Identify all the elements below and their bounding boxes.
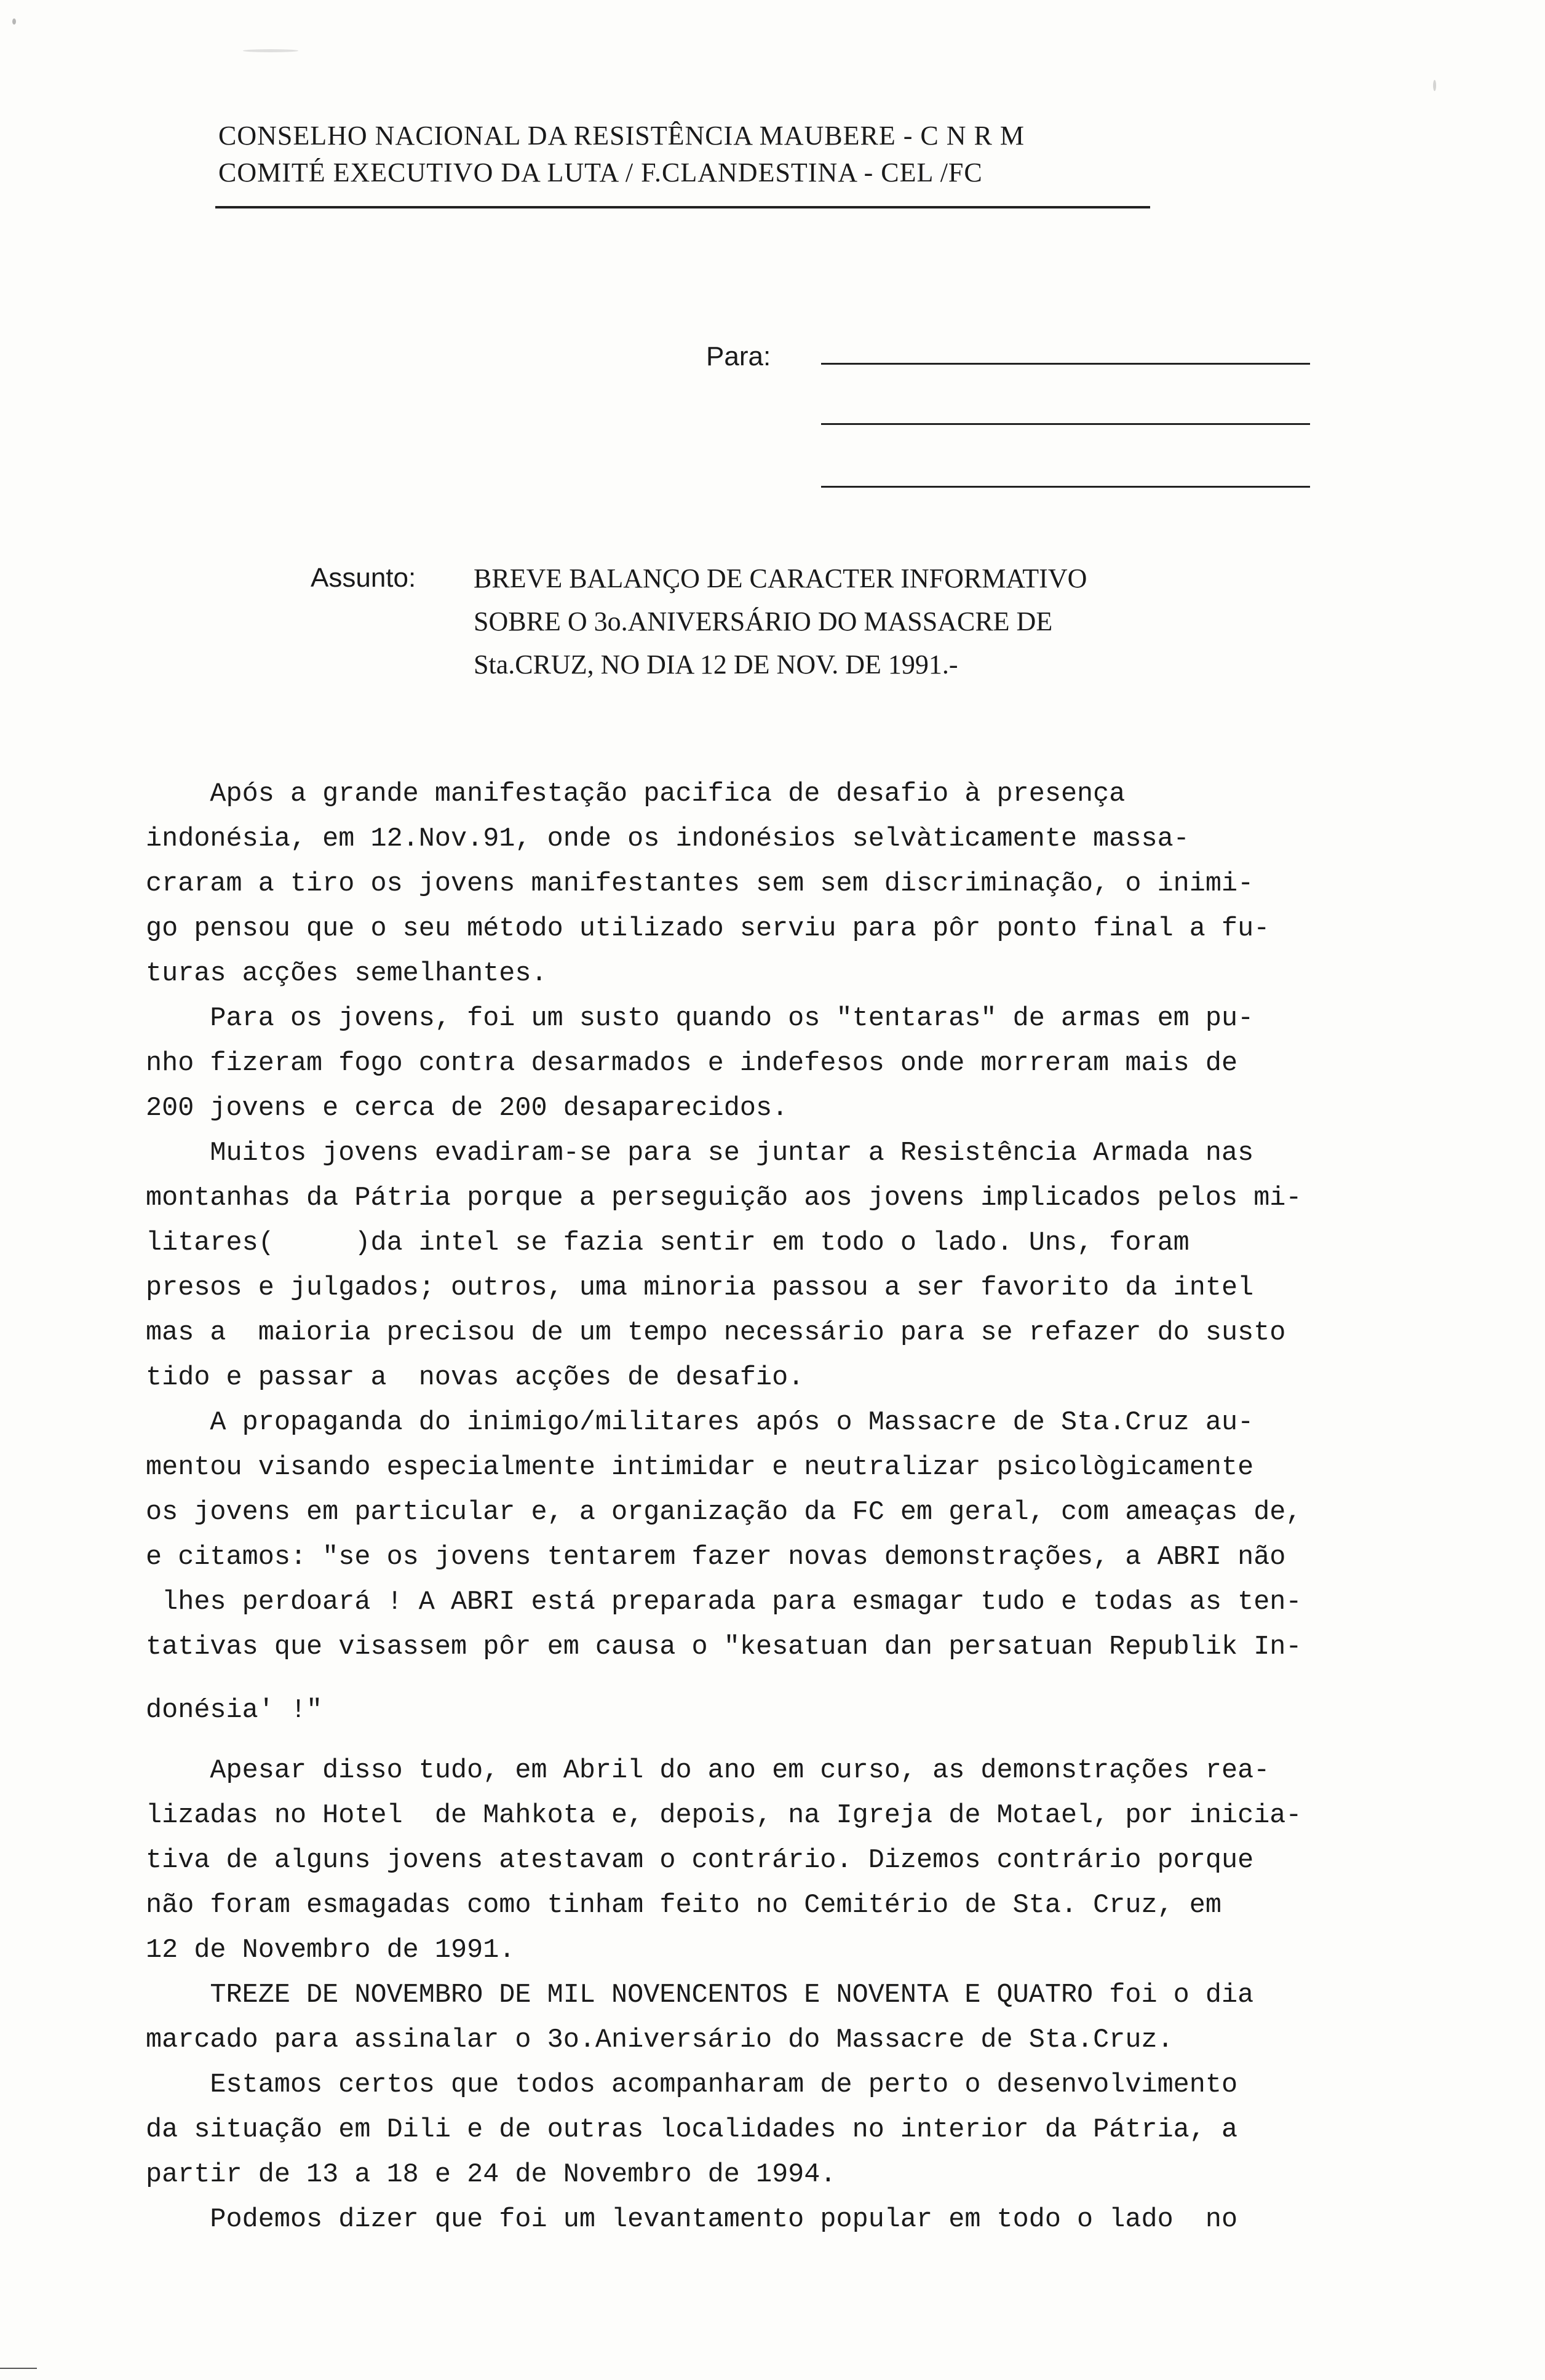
body-line: tativas que visassem pôr em causa o "kesatuan dan persatuan Republik In-	[146, 1632, 1302, 1662]
body-line: não foram esmagadas como tinham feito no Cemitério de Sta. Cruz, em	[146, 1890, 1221, 1921]
body-line: tiva de alguns jovens atestavam o contrário. Dizemos contrário porque	[146, 1846, 1254, 1876]
body-line: 200 jovens e cerca de 200 desaparecidos.	[146, 1093, 788, 1124]
header-committee-line: COMITÉ EXECUTIVO DA LUTA / F.CLANDESTINA - CEL /FC	[218, 157, 983, 188]
header-organization-line: CONSELHO NACIONAL DA RESISTÊNCIA MAUBERE - C N R M	[218, 121, 1025, 151]
body-line: 12 de Novembro de 1991.	[146, 1935, 515, 1965]
body-line: e citamos: "se os jovens tentarem fazer novas demonstrações, a ABRI não	[146, 1542, 1286, 1573]
body-line: litares( )da intel se fazia sentir em todo o lado. Uns, foram	[146, 1228, 1190, 1258]
scan-edge-mark	[0, 2368, 37, 2369]
scan-smudge	[243, 49, 298, 52]
subject-line: Sta.CRUZ, NO DIA 12 DE NOV. DE 1991.-	[474, 649, 958, 680]
body-line: Muitos jovens evadiram-se para se juntar a Resistência Armada nas	[146, 1138, 1254, 1168]
subject-line: SOBRE O 3o.ANIVERSÁRIO DO MASSACRE DE	[474, 606, 1053, 637]
body-line: Apesar disso tudo, em Abril do ano em curso, as demonstrações rea-	[146, 1756, 1270, 1786]
subject-line: BREVE BALANÇO DE CARACTER INFORMATIVO	[474, 563, 1087, 593]
body-line: Estamos certos que todos acompanharam de perto o desenvolvimento	[146, 2070, 1238, 2100]
body-line: lizadas no Hotel de Mahkota e, depois, na Igreja de Motael, por inicia-	[146, 1801, 1302, 1831]
body-line: Podemos dizer que foi um levantamento popular em todo o lado no	[146, 2205, 1238, 2235]
body-line: lhes perdoará ! A ABRI está preparada para esmagar tudo e todas as ten-	[146, 1587, 1302, 1617]
body-line: nho fizeram fogo contra desarmados e indefesos onde morreram mais de	[146, 1049, 1238, 1079]
scan-speck	[1433, 80, 1436, 91]
body-line: partir de 13 a 18 e 24 de Novembro de 1994.	[146, 2160, 836, 2190]
addressee-label: Para:	[706, 341, 771, 371]
body-line: da situação em Dili e de outras localidades no interior da Pátria, a	[146, 2115, 1238, 2145]
addressee-blank-line	[821, 363, 1310, 365]
body-line: marcado para assinalar o 3o.Aniversário do Massacre de Sta.Cruz.	[146, 2025, 1174, 2055]
body-line: mas a maioria precisou de um tempo necessário para se refazer do susto	[146, 1318, 1286, 1348]
subject-label: Assunto:	[311, 563, 416, 593]
body-line: os jovens em particular e, a organização da FC em geral, com ameaças de,	[146, 1497, 1302, 1528]
header-divider	[215, 206, 1150, 208]
body-line: turas acções semelhantes.	[146, 959, 547, 989]
body-line: tido e passar a novas acções de desafio.	[146, 1363, 804, 1393]
body-line: Após a grande manifestação pacifica de desafio à presença	[146, 779, 1126, 809]
scan-speck	[12, 18, 16, 25]
addressee-blank-line	[821, 486, 1310, 488]
body-line: montanhas da Pátria porque a perseguição aos jovens implicados pelos mi-	[146, 1183, 1302, 1213]
body-line: mentou visando especialmente intimidar e neutralizar psicològicamente	[146, 1453, 1254, 1483]
body-line: A propaganda do inimigo/militares após o Massacre de Sta.Cruz au-	[146, 1408, 1254, 1438]
body-line: indonésia, em 12.Nov.91, onde os indonésios selvàticamente massa-	[146, 824, 1190, 854]
body-line: Para os jovens, foi um susto quando os "tentaras" de armas em pu-	[146, 1004, 1254, 1034]
addressee-blank-line	[821, 423, 1310, 425]
body-line: presos e julgados; outros, uma minoria passou a ser favorito da intel	[146, 1273, 1254, 1303]
body-line: TREZE DE NOVEMBRO DE MIL NOVENCENTOS E NOVENTA E QUATRO foi o dia	[146, 1980, 1254, 2010]
body-line: craram a tiro os jovens manifestantes sem sem discriminação, o inimi-	[146, 869, 1254, 899]
body-line: go pensou que o seu método utilizado serviu para pôr ponto final a fu-	[146, 914, 1270, 944]
body-line: donésia' !"	[146, 1696, 323, 1726]
